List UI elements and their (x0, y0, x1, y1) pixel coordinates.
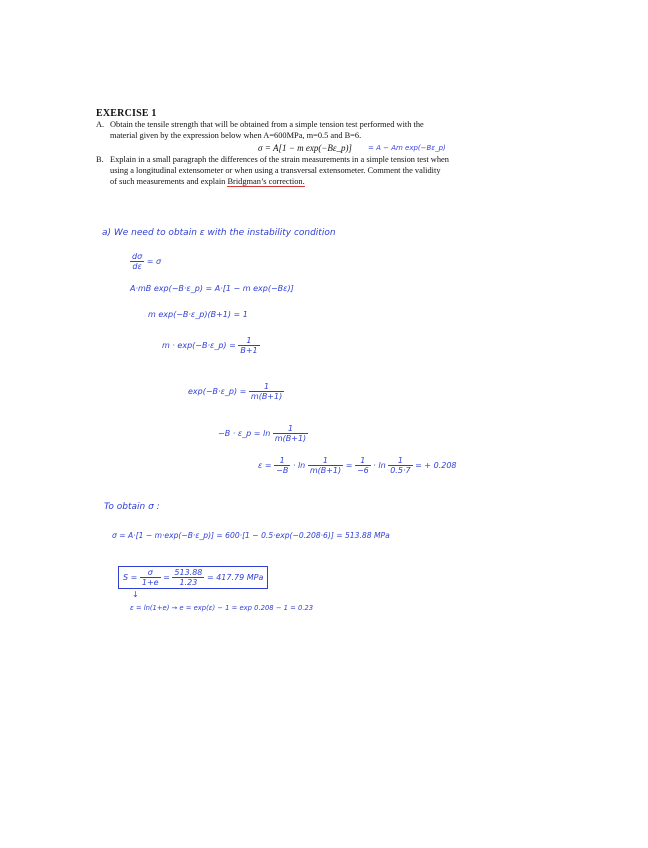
fraction-denominator: −B (276, 466, 289, 475)
fraction (172, 568, 204, 587)
fraction (274, 456, 290, 475)
derivative-line: A·mB exp(−B·ε_p) = A·[1 − m exp(−Bε)] (130, 284, 294, 293)
fraction-numerator: 1 (355, 456, 371, 466)
fraction-denominator: 1+e (141, 578, 159, 587)
fraction-numerator: 1 (238, 336, 259, 346)
solution-heading: a) We need to obtain ε with the instability condition (102, 228, 336, 238)
epsilon-value: = + 0.208 (415, 461, 457, 470)
exercise-title: EXERCISE 1 (96, 108, 157, 119)
exp-solve-line-1 (162, 336, 260, 355)
stress-result: = 417.79 MPa (206, 573, 264, 582)
fraction (273, 424, 308, 443)
fraction-numerator: 1 (249, 382, 284, 392)
obtain-sigma-heading: To obtain σ : (104, 502, 160, 512)
formula-hand-note: = A − Am exp(−Bε_p) (368, 144, 446, 152)
fraction (249, 382, 284, 401)
item-b-line-2: using a longitudinal extensometer or when using a transversal extensometer. Comment the validity (110, 166, 441, 175)
fraction-denominator: dε (132, 262, 142, 271)
fraction (140, 568, 161, 587)
true-stress-box (118, 566, 268, 589)
item-b-line-3-pre: of such measurements and explain (110, 177, 228, 186)
fraction-numerator: σ (140, 568, 161, 578)
rearranged-line: m exp(−B·ε_p)(B+1) = 1 (148, 310, 248, 319)
segment: · ln (373, 461, 386, 470)
segment: S = (123, 573, 138, 582)
fraction-numerator: 1 (388, 456, 412, 466)
item-b-line-1: Explain in a small paragraph the differences of the strain measurements in a simple tension test when (110, 155, 449, 164)
exp-solve-line-2 (188, 382, 284, 401)
item-a-letter: A. (96, 120, 105, 129)
fraction-denominator: m(B+1) (309, 466, 342, 475)
line-lhs: −B · ε_p = ln (218, 429, 271, 438)
fraction-numerator: 1 (308, 456, 343, 466)
segment: = (163, 573, 170, 582)
fraction (388, 456, 412, 475)
log-line (218, 424, 308, 443)
item-b-line-3 (110, 177, 305, 187)
constitutive-formula: σ = A[1 − m exp(−Bε_p)] (258, 143, 352, 153)
segment: = (345, 461, 353, 470)
instability-condition (130, 252, 161, 271)
condition-rhs: = σ (146, 257, 162, 266)
item-a-line-1: Obtain the tensile strength that will be obtained from a simple tension test performed with the (110, 120, 424, 129)
fraction (308, 456, 343, 475)
line-lhs: exp(−B·ε_p) = (188, 387, 247, 396)
down-arrow: ↓ (132, 590, 139, 599)
fraction-numerator: dσ (132, 252, 143, 261)
segment: ε = (258, 461, 272, 470)
item-b-letter: B. (96, 155, 104, 164)
segment: · ln (292, 461, 306, 470)
fraction-numerator: 513.88 (174, 568, 203, 577)
fraction-denominator: B+1 (240, 346, 258, 355)
fraction-numerator: 1 (273, 424, 308, 434)
bridgman-correction-underlined: Bridgman’s correction. (227, 177, 305, 186)
engineering-strain-line: ε = ln(1+e) → e = exp(ε) − 1 = exp 0.208 − 1 = 0.23 (130, 604, 314, 612)
fraction-denominator: 0.5·7 (390, 466, 411, 475)
epsilon-result-line (258, 456, 457, 475)
fraction-denominator: m(B+1) (250, 392, 283, 401)
fraction-denominator: −6 (356, 466, 369, 475)
line-lhs: m · exp(−B·ε_p) = (162, 341, 236, 350)
fraction (238, 336, 259, 355)
sigma-calculation-line: σ = A·[1 − m·exp(−B·ε_p)] = 600·[1 − 0.5·exp(−0.208·6)] = 513.88 MPa (112, 531, 390, 540)
item-a-line-2: material given by the expression below when A=600MPa, m=0.5 and B=6. (110, 131, 362, 140)
fraction (355, 456, 371, 475)
fraction-denominator: m(B+1) (274, 434, 307, 443)
dsigma-de-fraction (130, 252, 144, 271)
fraction-denominator: 1.23 (179, 578, 198, 587)
fraction-numerator: 1 (274, 456, 290, 466)
